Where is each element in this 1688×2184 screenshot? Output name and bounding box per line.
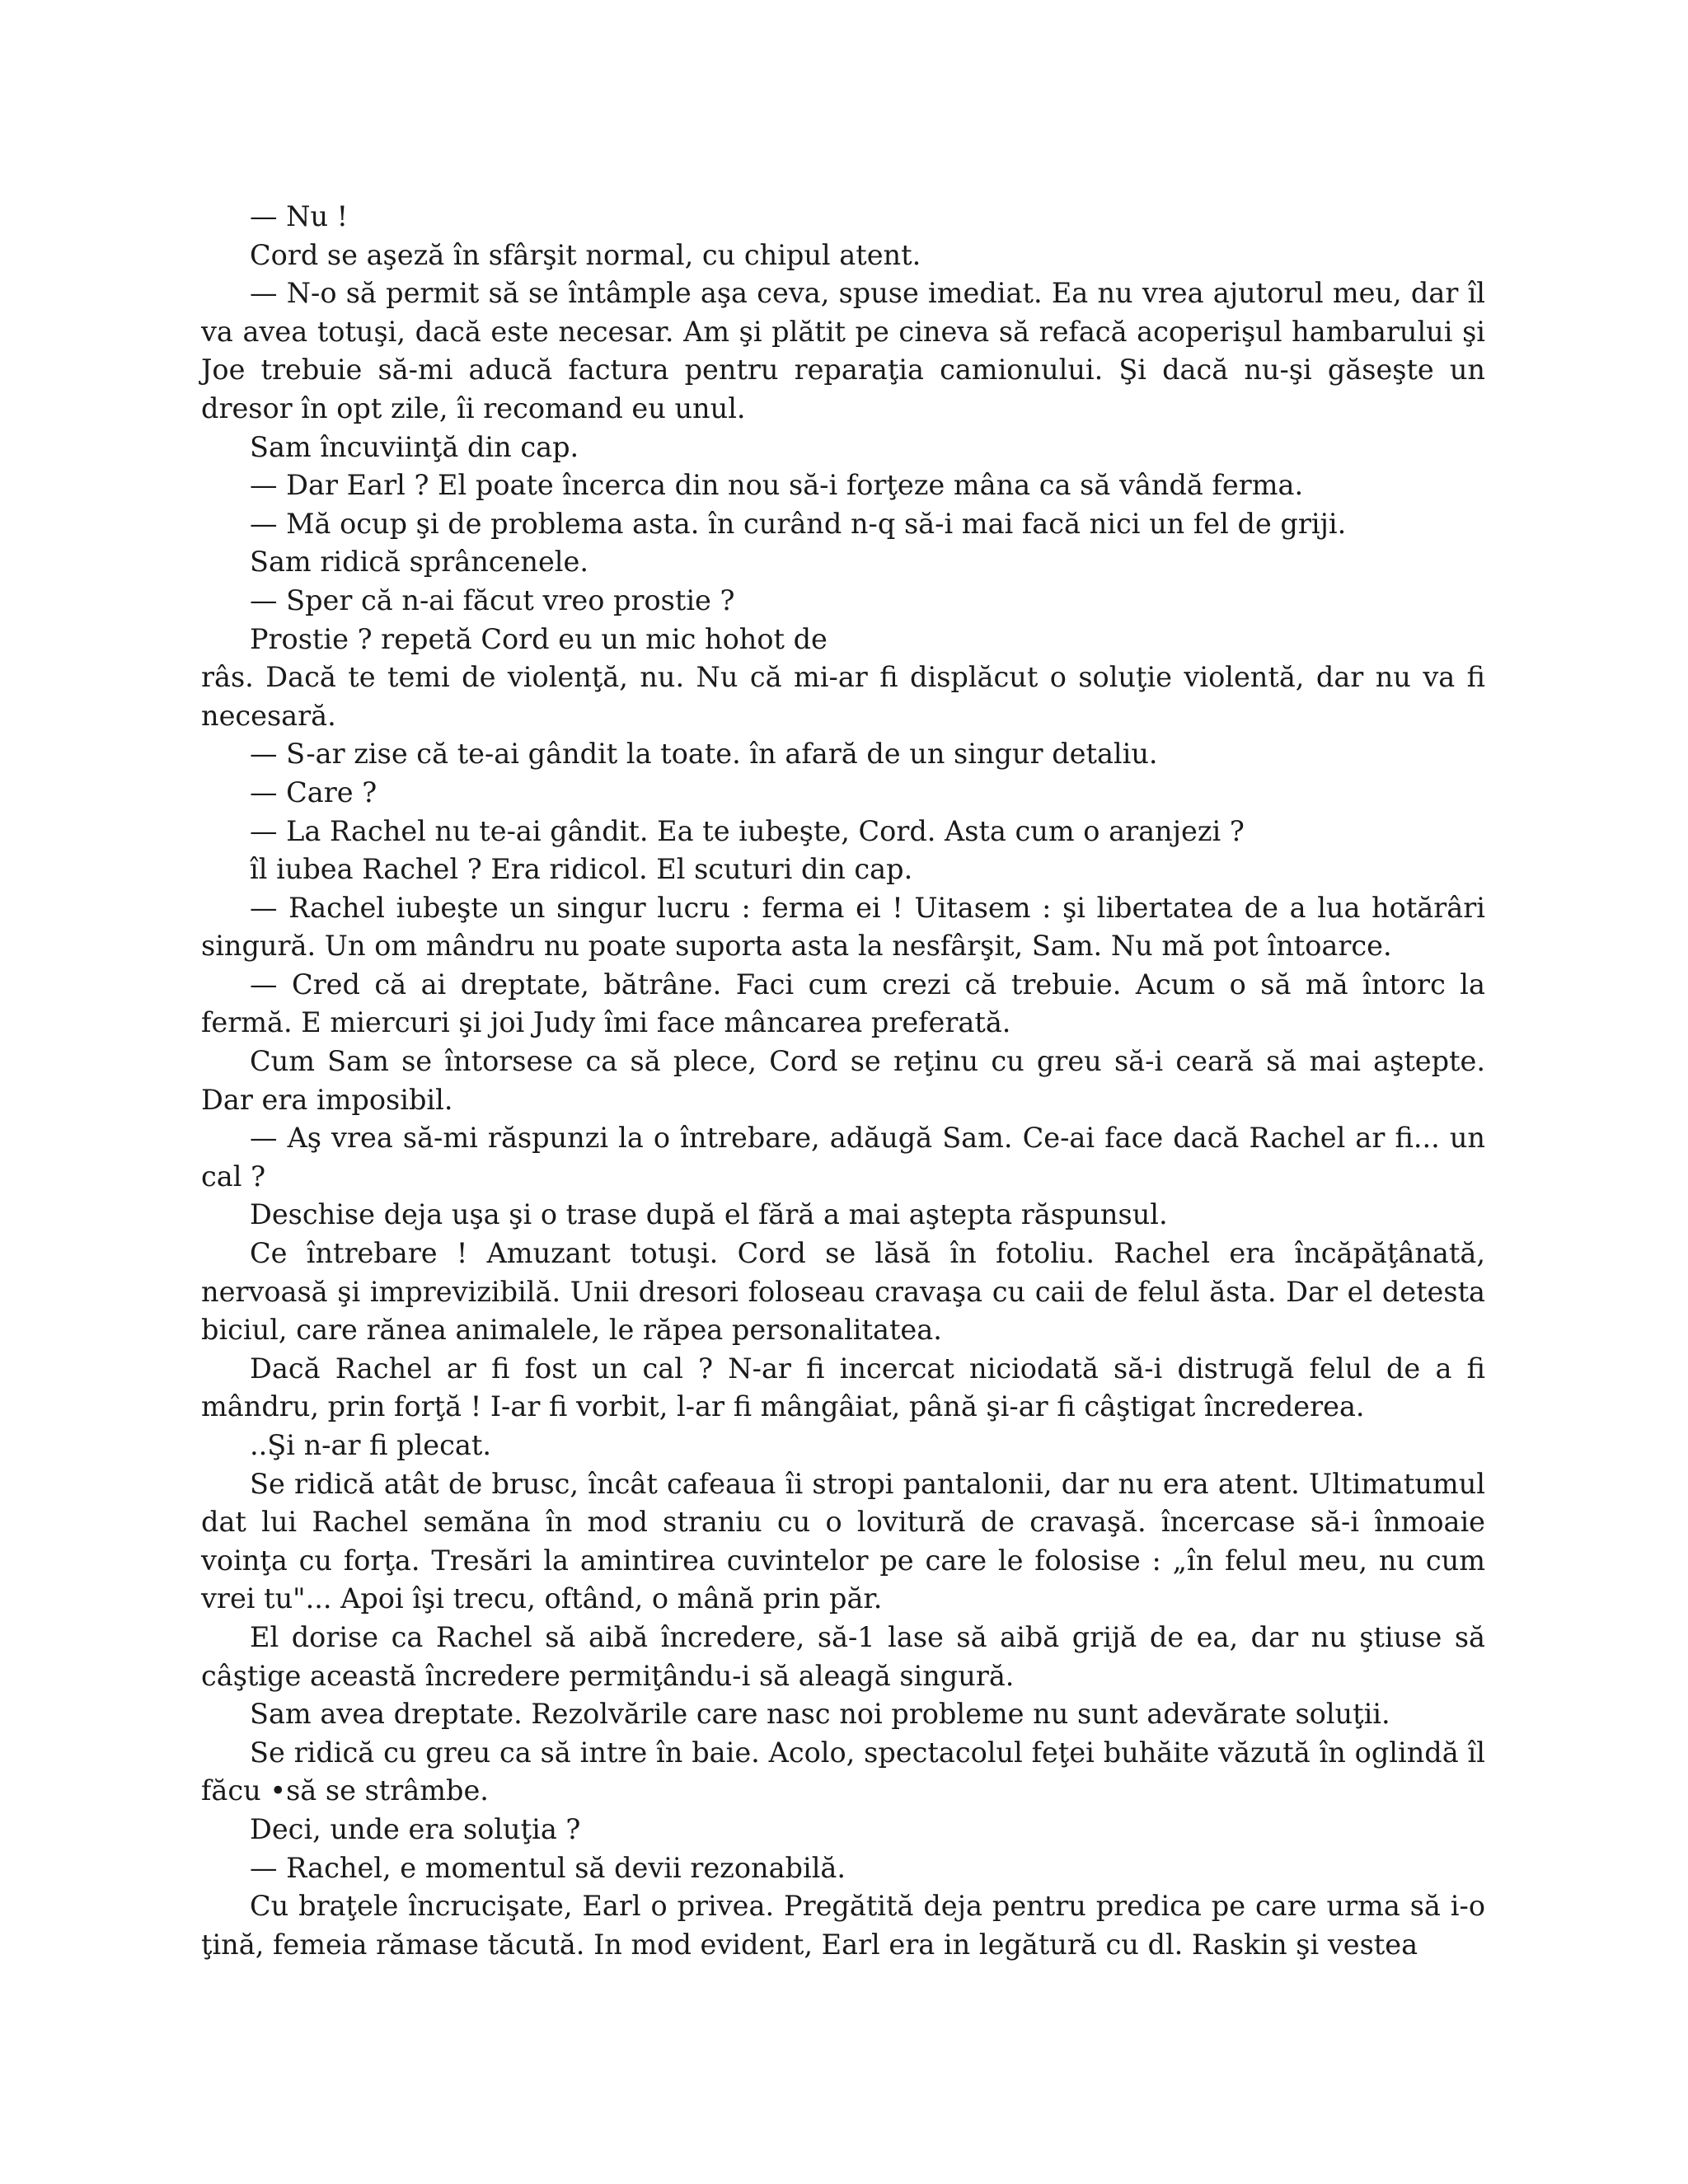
paragraph: — Sper că n-ai făcut vreo prostie ? xyxy=(250,583,735,616)
paragraph: Deschise deja uşa şi o trase după el fără a mai aştepta răspunsul. xyxy=(250,1198,1168,1231)
paragraph: Cu braţele încrucişate, Earl o privea. Pregătită deja pentru predica pe care urma să i-o ţină, femeia rămase tăcută. In mod evident, Earl era in legătură cu dl. Raskin şi vestea xyxy=(201,1890,1485,1961)
paragraph: — N-o să permit să se întâmple aşa ceva, spuse imediat. Ea nu vrea ajutorul meu, dar îl va avea totuşi, dacă este necesar. Am şi plătit pe cineva să refacă acoperişul hambarului şi Joe trebuie să-mi aducă factura pentru reparaţia camionului. Şi dacă nu-şi găseşte un dresor în opt zile, îi recomand eu unul. xyxy=(201,277,1485,424)
paragraph: — Care ? xyxy=(250,776,377,808)
paragraph: — Rachel iubeşte un singur lucru : ferma ei ! Uitasem : şi libertatea de a lua hotărâri singură. Un om mândru nu poate suporta asta la nesfârşit, Sam. Nu mă pot întoarce. xyxy=(201,891,1485,963)
paragraph: Sam avea dreptate. Rezolvările care nasc noi probleme nu sunt adevărate soluţii. xyxy=(250,1698,1390,1731)
paragraph: — Rachel, e momentul să devii rezonabilă. xyxy=(250,1851,846,1884)
paragraph: — Nu ! xyxy=(250,200,349,232)
paragraph: Se ridică cu greu ca să intre în baie. Acolo, spectacolul feţei buhăite văzută în oglindă îl făcu •să se strâmbe. xyxy=(201,1736,1485,1807)
paragraph: — Mă ocup şi de problema asta. în curând n-q să-i mai facă nici un fel de griji. xyxy=(250,507,1347,540)
paragraph: El dorise ca Rachel să aibă încredere, să-1 lase să aibă grijă de ea, dar nu ştiuse să câştige această încredere permiţându-i să aleagă singură. xyxy=(201,1620,1485,1692)
paragraph: Cord se aşeză în sfârşit normal, cu chipul atent. xyxy=(250,238,921,271)
paragraph: — La Rachel nu te-ai gândit. Ea te iubeşte, Cord. Asta cum o aranjezi ? xyxy=(250,814,1245,847)
paragraph: Dacă Rachel ar fi fost un cal ? N-ar fi incercat niciodată să-i distrugă felul de a fi mândru, prin forţă ! I-ar fi vorbit, l-ar fi mângâiat, până şi-ar fi câştigat încrederea. xyxy=(201,1352,1485,1423)
paragraph: — Aş vrea să-mi răspunzi la o întrebare, adăugă Sam. Ce-ai face dacă Rachel ar fi... un cal ? xyxy=(201,1122,1485,1193)
paragraph: râs. Dacă te temi de violenţă, nu. Nu că mi-ar fi displăcut o soluţie violentă, dar nu va fi necesară. xyxy=(201,661,1485,732)
body-text xyxy=(201,198,1485,1964)
paragraph: Cum Sam se întorsese ca să plece, Cord se reţinu cu greu să-i ceară să mai aştepte. Dar era imposibil. xyxy=(201,1045,1485,1116)
paragraph: — Cred că ai dreptate, bătrâne. Faci cum crezi că trebuie. Acum o să mă întorc la fermă. E miercuri şi joi Judy îmi face mâncarea preferată. xyxy=(201,968,1485,1039)
paragraph: Sam încuviinţă din cap. xyxy=(250,430,579,463)
paragraph: îl iubea Rachel ? Era ridicol. El scuturi din cap. xyxy=(250,853,913,886)
paragraph: Se ridică atât de brusc, încât cafeaua îi stropi pantalonii, dar nu era atent. Ultimatumul dat lui Rachel semăna în mod straniu cu o lovitură de cravaşă. încercase să-i înmoaie voinţa cu forţa. Tresări la amintirea cuvintelor pe care le folosise : „în felul meu, nu cum vrei tu"... Apoi îşi trecu, oftând, o mână prin păr. xyxy=(201,1467,1485,1615)
paragraph: ..Şi n-ar fi plecat. xyxy=(250,1429,491,1461)
paragraph: Prostie ? repetă Cord eu un mic hohot de xyxy=(250,622,828,655)
paragraph: Deci, unde era soluţia ? xyxy=(250,1812,581,1845)
paragraph: Sam ridică sprâncenele. xyxy=(250,546,588,579)
paragraph: — S-ar zise că te-ai gândit la toate. în afară de un singur detaliu. xyxy=(250,738,1158,771)
paragraph: — Dar Earl ? El poate încerca din nou să-i forţeze mâna ca să vândă ferma. xyxy=(250,469,1304,502)
paragraph: Ce întrebare ! Amuzant totuşi. Cord se lăsă în fotoliu. Rachel era încăpăţânată, nervoasă şi imprevizibilă. Unii dresori foloseau cravaşa cu caii de felul ăsta. Dar el detesta biciul, care rănea animalele, le răpea personalitatea. xyxy=(201,1237,1485,1347)
